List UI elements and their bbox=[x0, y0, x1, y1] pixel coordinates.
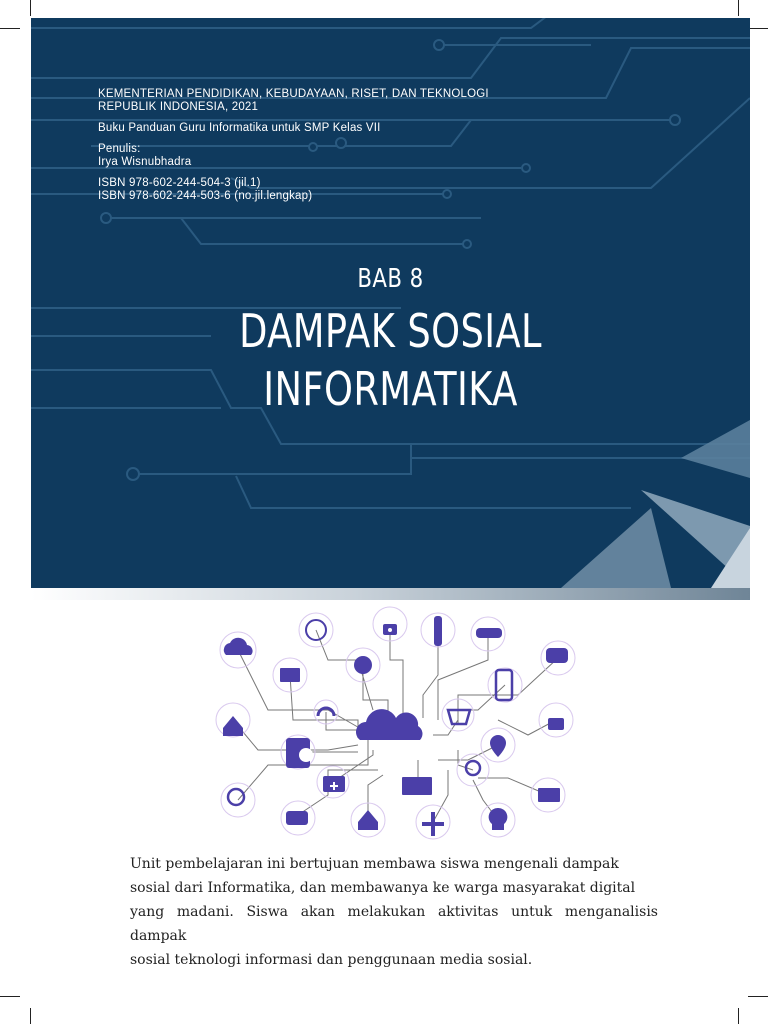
mail-icon bbox=[280, 668, 300, 682]
publisher-line: KEMENTERIAN PENDIDIKAN, KEBUDAYAAN, RISET, DAN TEKNOLOGI bbox=[98, 88, 489, 100]
author-name: Irya Wisnubhadra bbox=[98, 156, 192, 168]
lock2-icon bbox=[548, 718, 564, 730]
intro-line: Unit pembelajaran ini bertujuan membawa siswa mengenali dampak bbox=[130, 856, 619, 872]
crop-mark bbox=[738, 1008, 739, 1024]
cloud-icon bbox=[224, 638, 253, 655]
crop-mark bbox=[738, 0, 739, 16]
message-icon bbox=[286, 811, 308, 825]
chapter-title-line1: DAMPAK SOSIAL bbox=[239, 304, 542, 358]
intro-line: sosial dari Informatika, dan membawanya ke warga masyarakat digital bbox=[130, 880, 636, 896]
book-title: Buku Panduan Guru Informatika untuk SMP Kelas VII bbox=[98, 122, 381, 134]
crop-mark bbox=[0, 996, 20, 997]
intro-line: yang madani. Siswa akan melakukan aktivitas untuk menganalisis dampak bbox=[130, 904, 658, 944]
cover-metadata bbox=[98, 88, 489, 203]
gear-icon bbox=[354, 656, 372, 674]
main-cloud-icon bbox=[356, 709, 422, 740]
chat-icon bbox=[546, 648, 568, 663]
location-icon bbox=[490, 735, 506, 757]
chapter-label: BAB 8 bbox=[357, 264, 424, 294]
house-icon bbox=[358, 810, 378, 830]
envelope-icon bbox=[538, 788, 560, 802]
crop-mark bbox=[748, 28, 768, 29]
watch-icon bbox=[434, 616, 442, 646]
cart-icon bbox=[448, 710, 470, 724]
laptop-icon bbox=[402, 777, 432, 795]
crop-mark bbox=[30, 1008, 31, 1024]
crop-mark bbox=[30, 0, 31, 16]
isbn-complete: ISBN 978-602-244-503-6 (no.jil.lengkap) bbox=[98, 190, 313, 202]
bulb-icon bbox=[489, 808, 508, 830]
crop-mark bbox=[748, 996, 768, 997]
cover-panel bbox=[31, 18, 750, 588]
crop-mark bbox=[0, 28, 20, 29]
divider-bar bbox=[31, 588, 750, 600]
plane-icon bbox=[422, 812, 444, 836]
isbn-volume: ISBN 978-602-244-504-3 (jil.1) bbox=[98, 177, 261, 189]
iot-network-illustration bbox=[208, 600, 580, 848]
search2-icon bbox=[228, 789, 244, 805]
chapter-intro bbox=[130, 852, 658, 972]
intro-line: sosial teknologi informasi dan penggunaan media sosial. bbox=[130, 952, 533, 968]
author-label: Penulis: bbox=[98, 143, 141, 155]
home-icon bbox=[223, 716, 243, 736]
car-icon bbox=[476, 628, 502, 638]
chapter-title-line2: INFORMATIKA bbox=[263, 362, 518, 416]
publisher-line: REPUBLIK INDONESIA, 2021 bbox=[98, 101, 259, 113]
